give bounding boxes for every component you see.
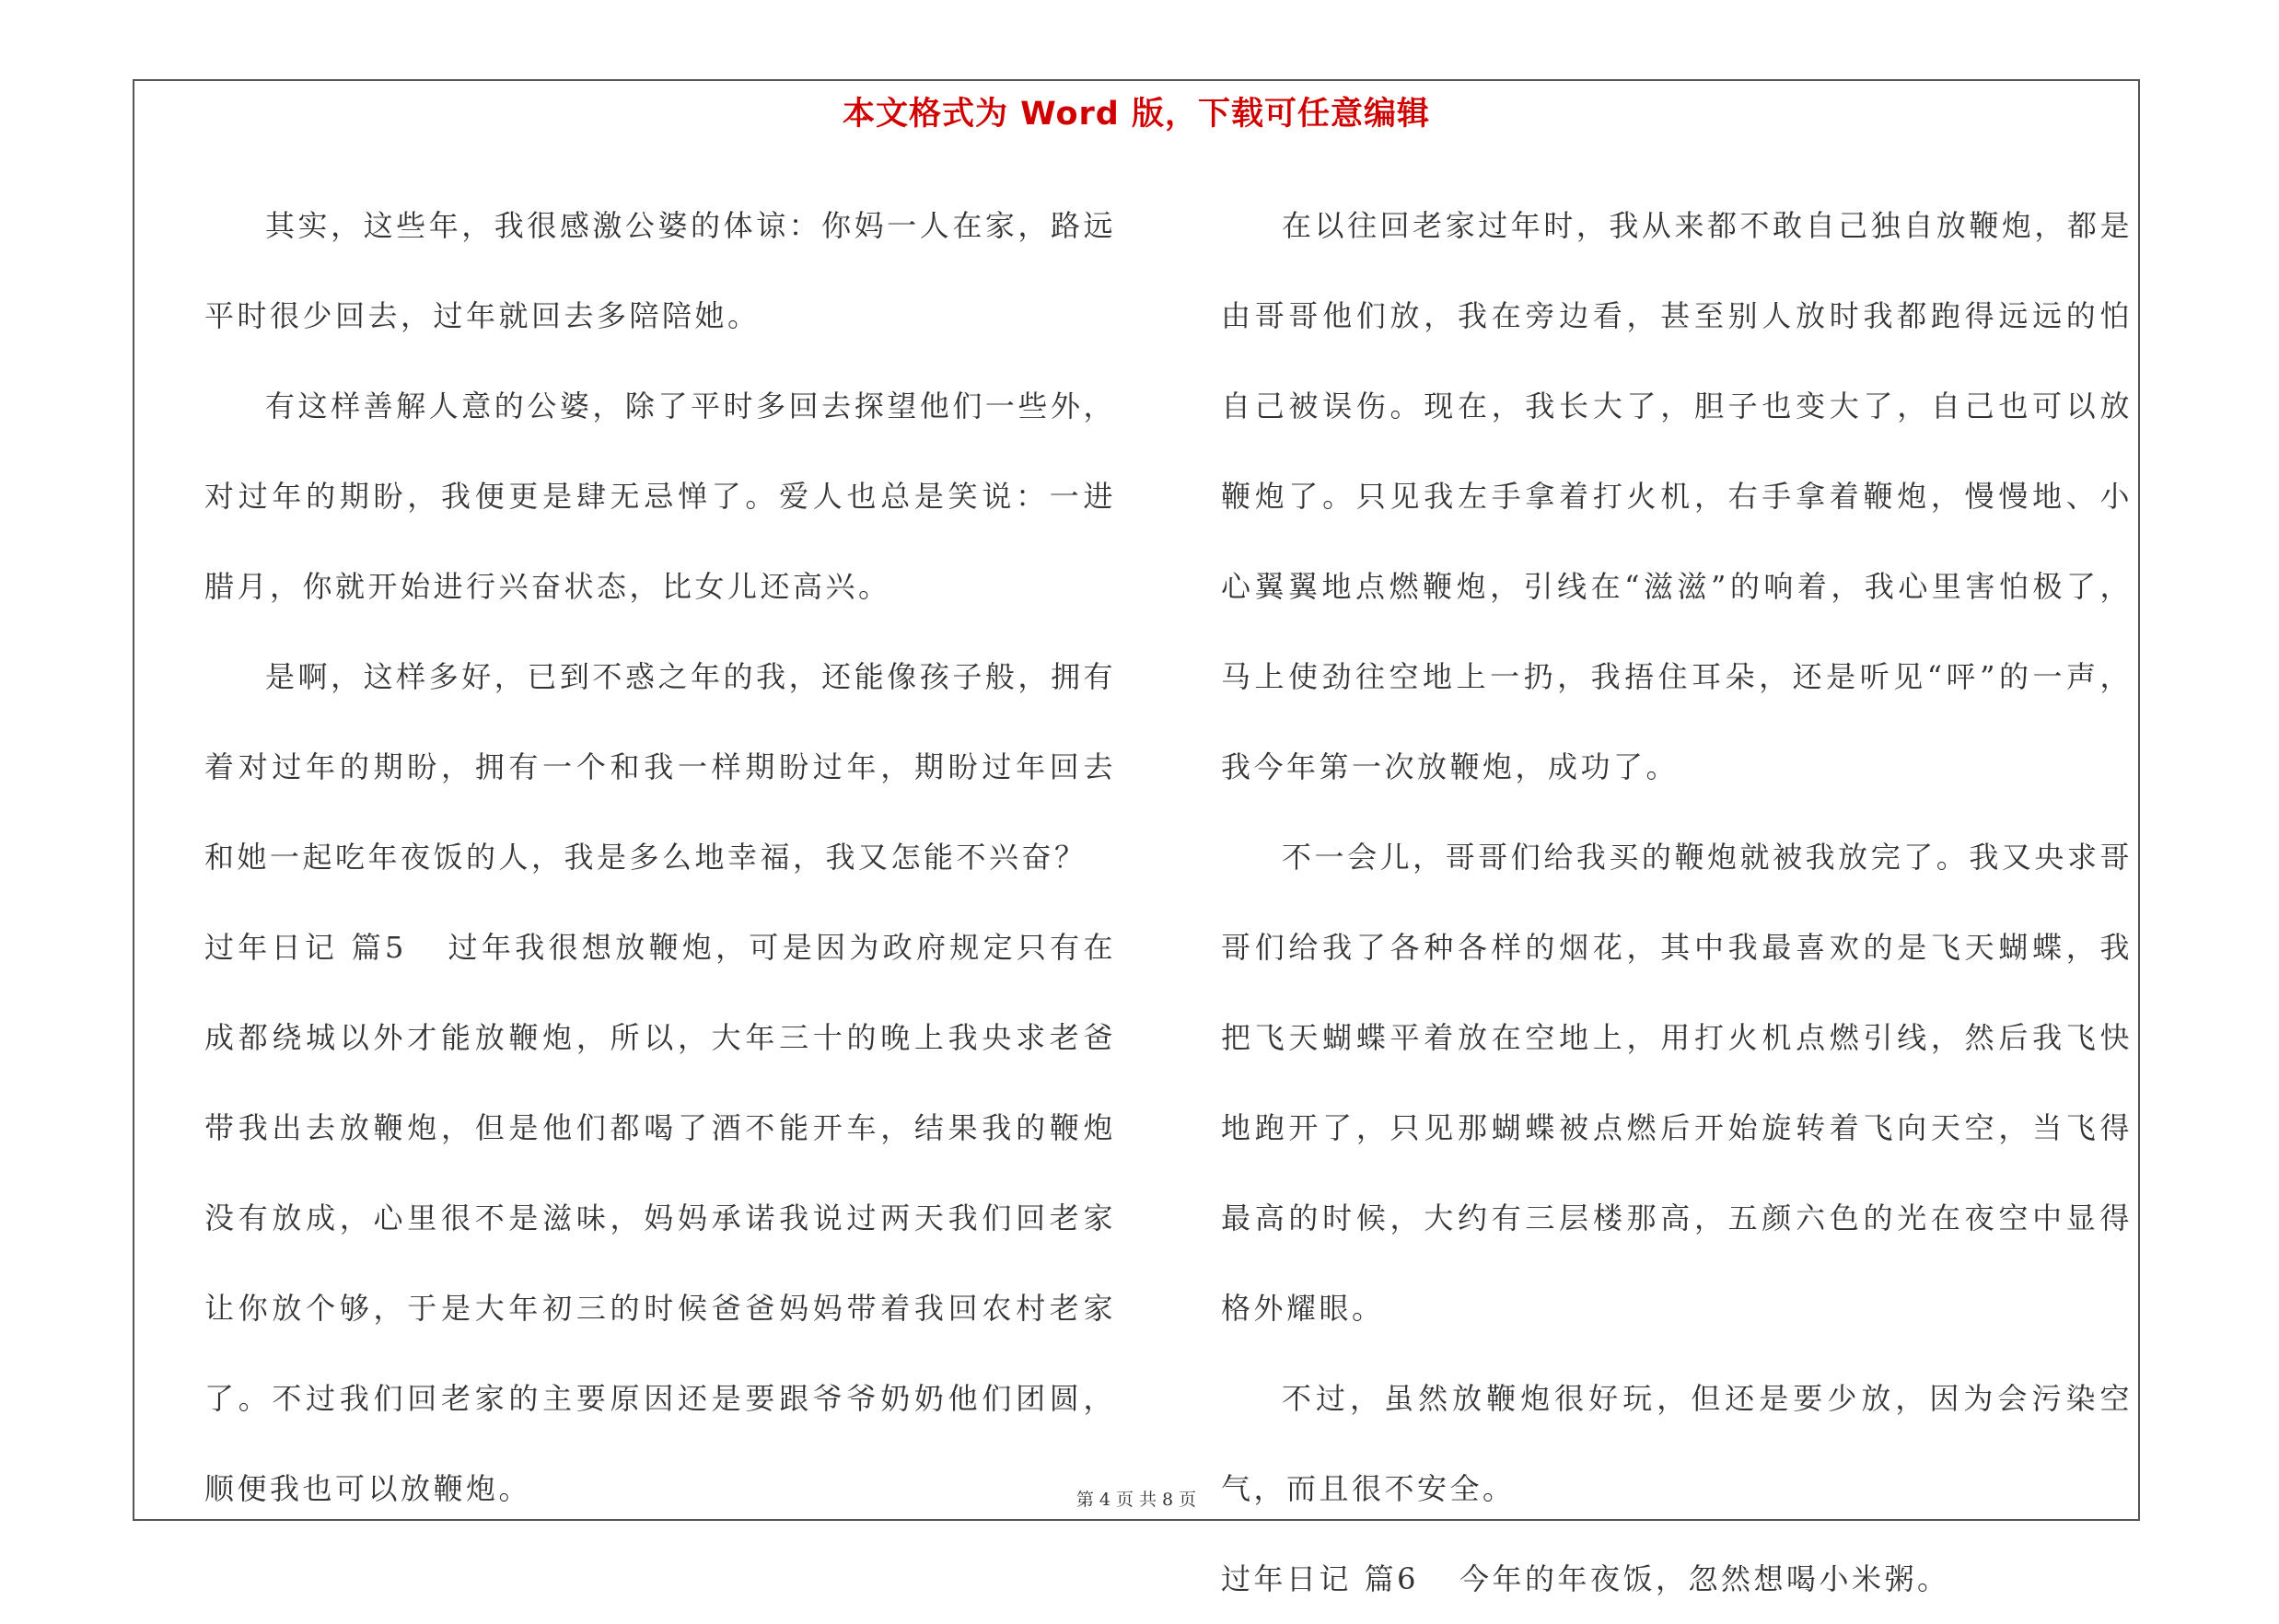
diary-entry (1221, 1534, 2133, 1624)
entry-heading: 过年日记 篇5 (204, 930, 407, 965)
paragraph: 有这样善解人意的公婆，除了平时多回去探望他们一些外，对过年的期盼，我便更是肆无忌惮了。爱人也总是笑说：一进腊月，你就开始进行兴奋状态，比女儿还高兴。 (204, 389, 1116, 604)
entry-heading: 过年日记 篇6 (1221, 1561, 1420, 1596)
right-column (1221, 180, 2133, 1624)
diary-entry (204, 902, 1116, 1534)
paragraph: 其实，这些年，我很感激公婆的体谅：你妈一人在家，路远平时很少回去，过年就回去多陪陪她。 (204, 208, 1116, 333)
paragraph: 不过，虽然放鞭炮很好玩，但还是要少放，因为会污染空气，而且很不安全。 (1221, 1381, 2133, 1506)
entry-text: 今年的年夜饭，忽然想喝小米粥。 (1459, 1561, 1950, 1596)
page-number: 第 4 页 共 8 页 (1076, 1490, 1197, 1510)
paragraph: 不一会儿，哥哥们给我买的鞭炮就被我放完了。我又央求哥哥们给我了各种各样的烟花，其中我最喜欢的是飞天蝴蝶，我把飞天蝴蝶平着放在空地上，用打火机点燃引线，然后我飞快地跑开了，只见那蝴蝶被点燃后开始旋转着飞向天空，当飞得最高的时候，大约有三层楼那高，五颜六色的光在夜空中显得格外耀眼。 (1221, 840, 2133, 1326)
entry-text: 过年我很想放鞭炮，可是因为政府规定只有在成都绕城以外才能放鞭炮，所以，大年三十的晚上我央求老爸带我出去放鞭炮，但是他们都喝了酒不能开车，结果我的鞭炮没有放成，心里很不是滋味，妈妈承诺我说过两天我们回老家让你放个够，于是大年初三的时候爸爸妈妈带着我回农村老家了。不过我们回老家的主要原因还是要跟爷爷奶奶他们团圆，顺便我也可以放鞭炮。 (204, 930, 1116, 1506)
left-column (204, 180, 1116, 1534)
paragraph: 在以往回老家过年时，我从来都不敢自己独自放鞭炮，都是由哥哥他们放，我在旁边看，甚至别人放时我都跑得远远的怕自己被误伤。现在，我长大了，胆子也变大了，自己也可以放鞭炮了。只见我左手拿着打火机，右手拿着鞭炮，慢慢地、小心翼翼地点燃鞭炮，引线在“滋滋”的响着，我心里害怕极了，马上使劲往空地上一扔，我捂住耳朵，还是听见“呯”的一声，我今年第一次放鞭炮，成功了。 (1221, 208, 2133, 784)
paragraph: 是啊，这样多好，已到不惑之年的我，还能像孩子般，拥有着对过年的期盼，拥有一个和我一样期盼过年，期盼过年回去和她一起吃年夜饭的人，我是多么地幸福，我又怎能不兴奋？ (204, 659, 1116, 875)
editable-banner: 本文格式为 Word 版，下载可任意编辑 (842, 96, 1431, 133)
